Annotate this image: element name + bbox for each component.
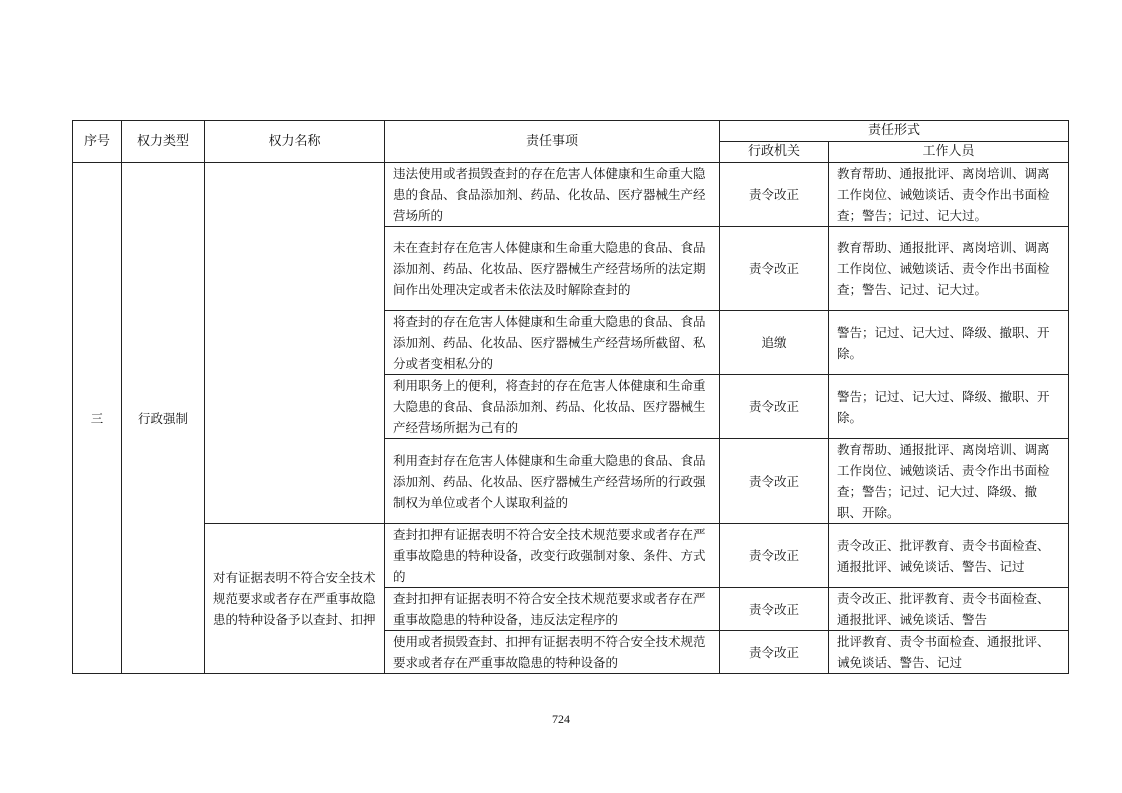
header-seq: 序号: [73, 121, 122, 163]
agency-cell: 责令改正: [720, 375, 829, 439]
item-cell: 查封扣押有证据表明不符合安全技术规范要求或者存在严重事故隐患的特种设备，改变行政强制对象、条件、方式的: [385, 524, 720, 588]
header-staff: 工作人员: [829, 142, 1069, 163]
table-row: [73, 524, 1069, 588]
item-cell: 将查封的存在危害人体健康和生命重大隐患的食品、食品添加剂、药品、化妆品、医疗器械生产经营场所截留、私分或者变相私分的: [385, 311, 720, 375]
staff-cell: 责令改正、批评教育、责令书面检查、通报批评、诫免谈话、警告: [829, 588, 1069, 631]
header-form: 责任形式: [720, 121, 1069, 142]
staff-cell: 教育帮助、通报批评、离岗培训、调离工作岗位、诫勉谈话、责令作出书面检查；警告；记过、记大过。: [829, 163, 1069, 227]
item-cell: 利用职务上的便利，将查封的存在危害人体健康和生命重大隐患的食品、食品添加剂、药品、化妆品、医疗器械生产经营场所据为己有的: [385, 375, 720, 439]
staff-cell: 责令改正、批评教育、责令书面检查、通报批评、诫免谈话、警告、记过: [829, 524, 1069, 588]
header-power-type: 权力类型: [122, 121, 205, 163]
staff-cell: 警告；记过、记大过、降级、撤职、开除。: [829, 311, 1069, 375]
agency-cell: 责令改正: [720, 631, 829, 674]
agency-cell: 责令改正: [720, 588, 829, 631]
header-power-name: 权力名称: [205, 121, 385, 163]
staff-cell: 教育帮助、通报批评、离岗培训、调离工作岗位、诫勉谈话、责令作出书面检查；警告、记过、记大过。: [829, 227, 1069, 311]
power-name-cell-1: [205, 163, 385, 524]
power-type-cell: 行政强制: [122, 163, 205, 674]
agency-cell: 责令改正: [720, 439, 829, 524]
page-number: 724: [552, 712, 570, 726]
item-cell: 未在查封存在危害人体健康和生命重大隐患的食品、食品添加剂、药品、化妆品、医疗器械生产经营场所的法定期间作出处理决定或者未依法及时解除查封的: [385, 227, 720, 311]
agency-cell: 责令改正: [720, 163, 829, 227]
item-cell: 使用或者损毁查封、扣押有证据表明不符合安全技术规范要求或者存在严重事故隐患的特种设备的: [385, 631, 720, 674]
agency-cell: 追缴: [720, 311, 829, 375]
table-row: [73, 163, 1069, 227]
staff-cell: 批评教育、责令书面检查、通报批评、诫免谈话、警告、记过: [829, 631, 1069, 674]
item-cell: 违法使用或者损毁查封的存在危害人体健康和生命重大隐患的食品、食品添加剂、药品、化妆品、医疗器械生产经营场所的: [385, 163, 720, 227]
agency-cell: 责令改正: [720, 227, 829, 311]
staff-cell: 教育帮助、通报批评、离岗培训、调离工作岗位、诫勉谈话、责令作出书面检查；警告；记过、记大过、降级、撤职、开除。: [829, 439, 1069, 524]
item-cell: 利用查封存在危害人体健康和生命重大隐患的食品、食品添加剂、药品、化妆品、医疗器械生产经营场所的行政强制权为单位或者个人谋取利益的: [385, 439, 720, 524]
seq-cell: 三: [73, 163, 122, 674]
staff-cell: 警告；记过、记大过、降级、撤职、开除。: [829, 375, 1069, 439]
item-cell: 查封扣押有证据表明不符合安全技术规范要求或者存在严重事故隐患的特种设备，违反法定程序的: [385, 588, 720, 631]
responsibility-table: [72, 120, 1069, 674]
agency-cell: 责令改正: [720, 524, 829, 588]
header-responsibility: 责任事项: [385, 121, 720, 163]
header-agency: 行政机关: [720, 142, 829, 163]
power-name-cell-2: 对有证据表明不符合安全技术规范要求或者存在严重事故隐患的特种设备予以查封、扣押: [205, 524, 385, 674]
